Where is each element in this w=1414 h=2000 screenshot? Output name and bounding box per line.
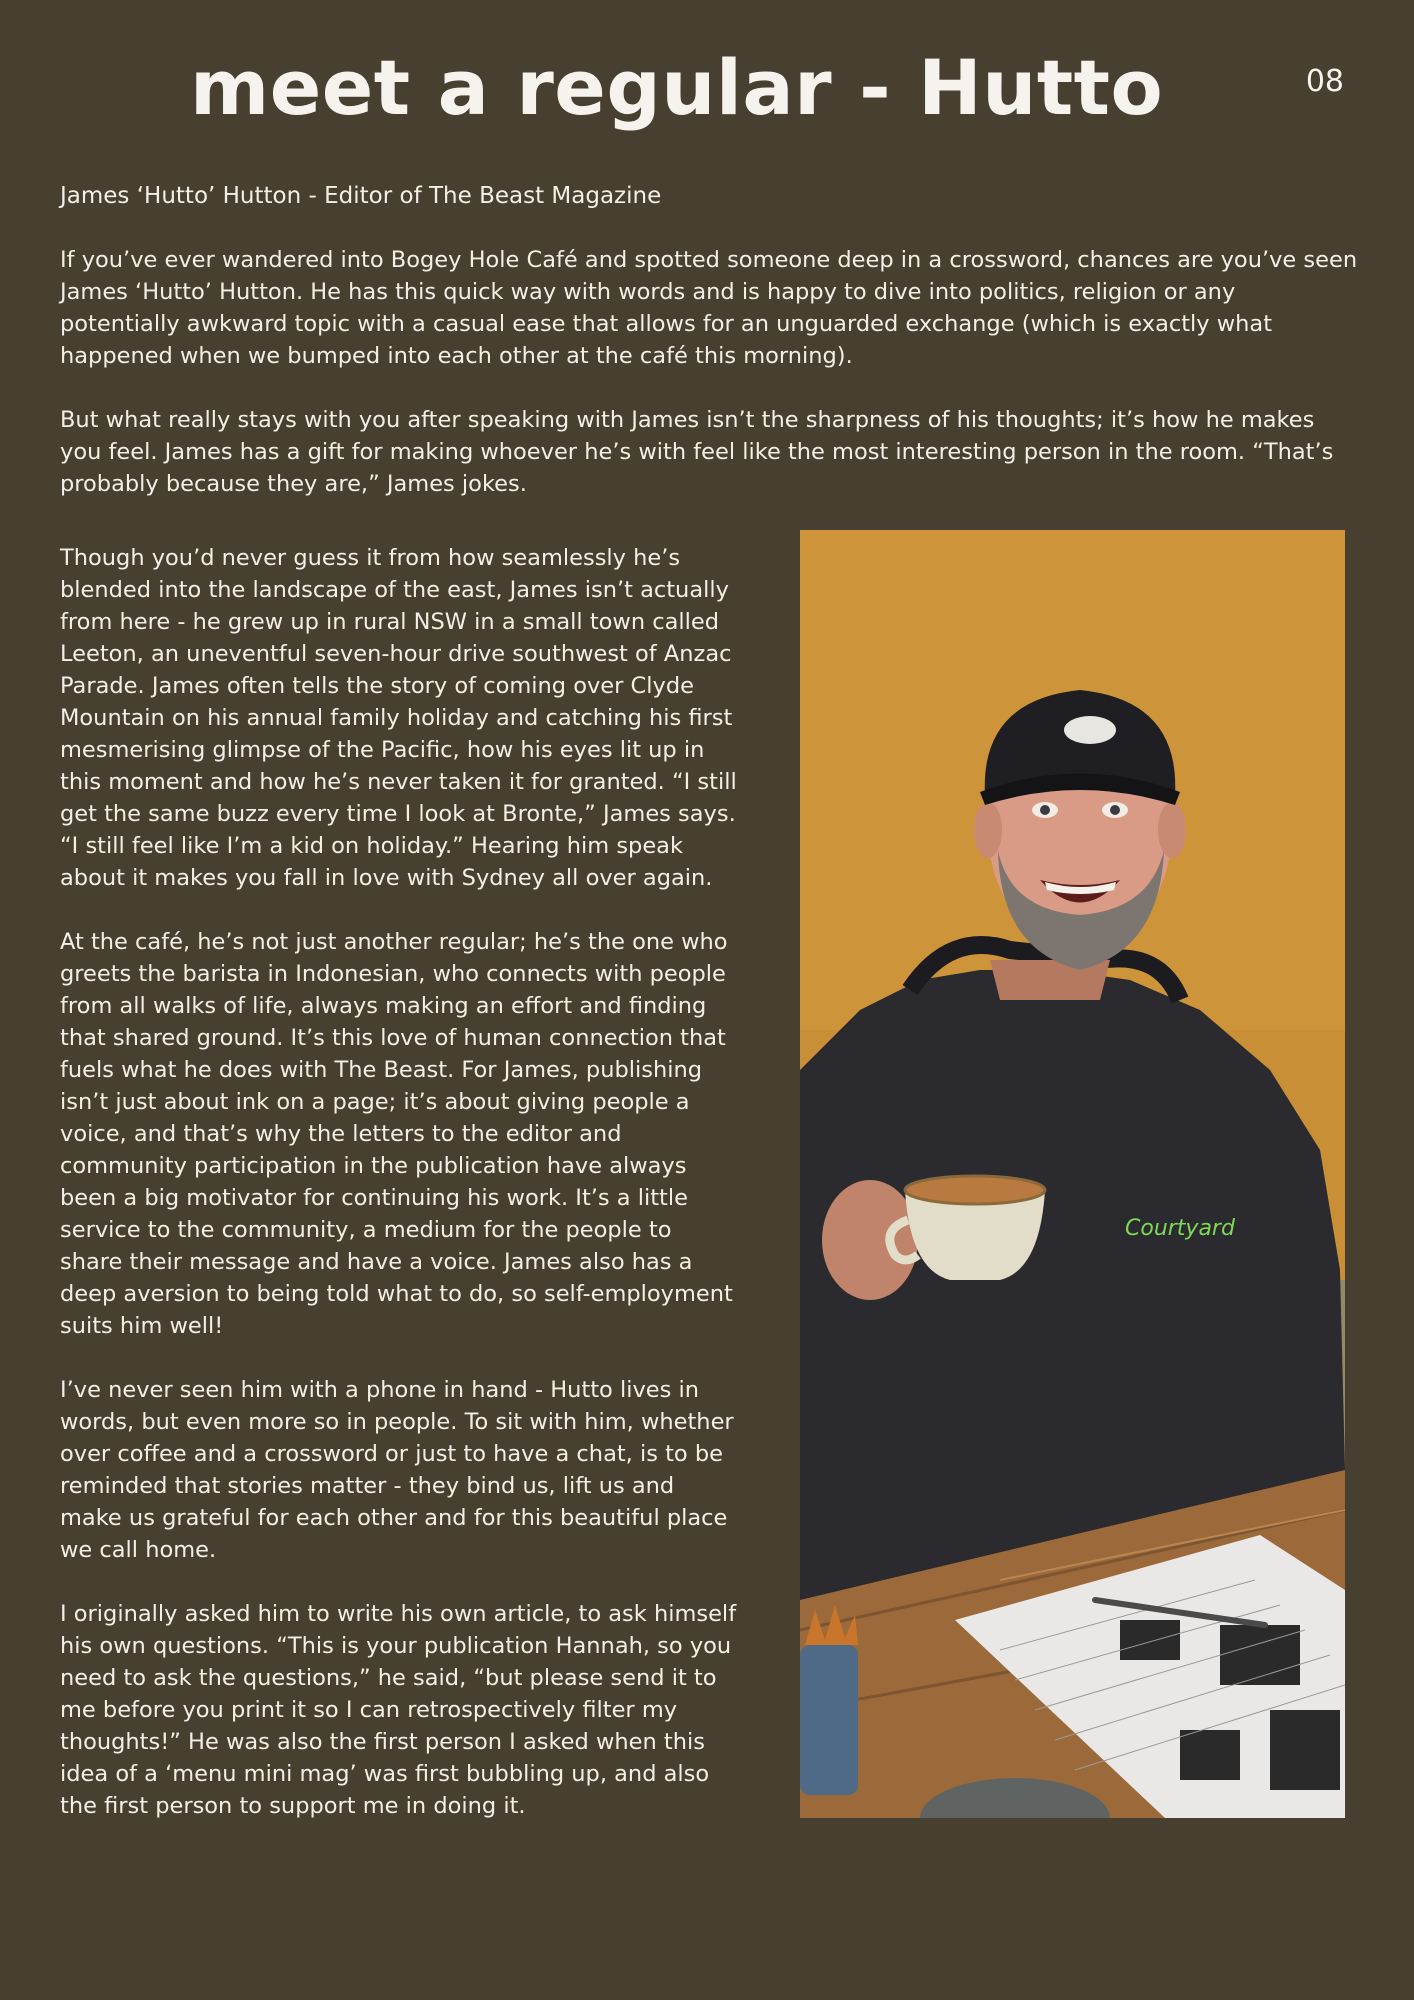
- portrait-photo: [800, 530, 1345, 1818]
- svg-text:Courtyard: Courtyard: [1125, 1216, 1235, 1241]
- page-number: 08: [1305, 64, 1344, 99]
- body-paragraph: Though you’d never guess it from how seamlessly he’s blended into the landscape of the east, James isn’t actually from here - he grew up in rural NSW in a small town called Leeton, an uneventful seven-hour drive southwest of Anzac Parade. James often tells the story of coming over Clyde Mountain on his annual family holiday and catching his first mesmerising glimpse of the Pacific, how his eyes lit up in this moment and how he’s never taken it for granted. “I still get the same buzz every time I look at Bronte,” James says. “I still feel like I’m a kid on holiday.” Hearing him speak about it makes you fall in love with Sydney all over again.: [60, 545, 737, 891]
- body-paragraph: At the café, he’s not just another regular; he’s the one who greets the barista in Indonesian, who connects with people from all walks of life, always making an effort and finding that shared ground. It’s this love of human connection that fuels what he does with The Beast. For James, publishing isn’t just about ink on a page; it’s about giving people a voice, and that’s why the letters to the editor and community participation in the publication have always been a big motivator for continuing his work. It’s a little service to the community, a medium for the people to share their message and have a voice. James also has a deep aversion to being told what to do, so self-employment suits him well!: [60, 929, 733, 1339]
- body-paragraph: I’ve never seen him with a phone in hand - Hutto lives in words, but even more so in people. To sit with him, whether over coffee and a crossword or just to have a chat, is to be reminded that stories matter - they bind us, lift us and make us grateful for each other and for this beautiful place we call home.: [60, 1377, 734, 1563]
- intro-paragraph: But what really stays with you after speaking with James isn’t the sharpness of his thoughts; it’s how he makes you feel. James has a gift for making whoever he’s with feel like the most interesting person in the room. “That’s probably because they are,” James jokes.: [60, 407, 1334, 497]
- intro-paragraph: If you’ve ever wandered into Bogey Hole Café and spotted someone deep in a crossword, chances are you’ve seen James ‘Hutto’ Hutton. He has this quick way with words and is happy to dive into politics, religion or any potentially awkward topic with a casual ease that allows for an unguarded exchange (which is exactly what happened when we bumped into each other at the café this morning).: [60, 247, 1358, 369]
- body-paragraph: I originally asked him to write his own article, to ask himself his own questions. “This is your publication Hannah, so you need to ask the questions,” he said, “but please send it to me before you print it so I can retrospectively filter my thoughts!” He was also the first person I asked when this idea of a ‘menu mini mag’ was first bubbling up, and also the first person to support me in doing it.: [60, 1601, 737, 1819]
- page-title: meet a regular - Hutto: [190, 43, 1164, 132]
- byline: James ‘Hutto’ Hutton - Editor of The Beast Magazine: [60, 183, 662, 209]
- intro-section: [60, 244, 1360, 532]
- article-body: [60, 542, 740, 1854]
